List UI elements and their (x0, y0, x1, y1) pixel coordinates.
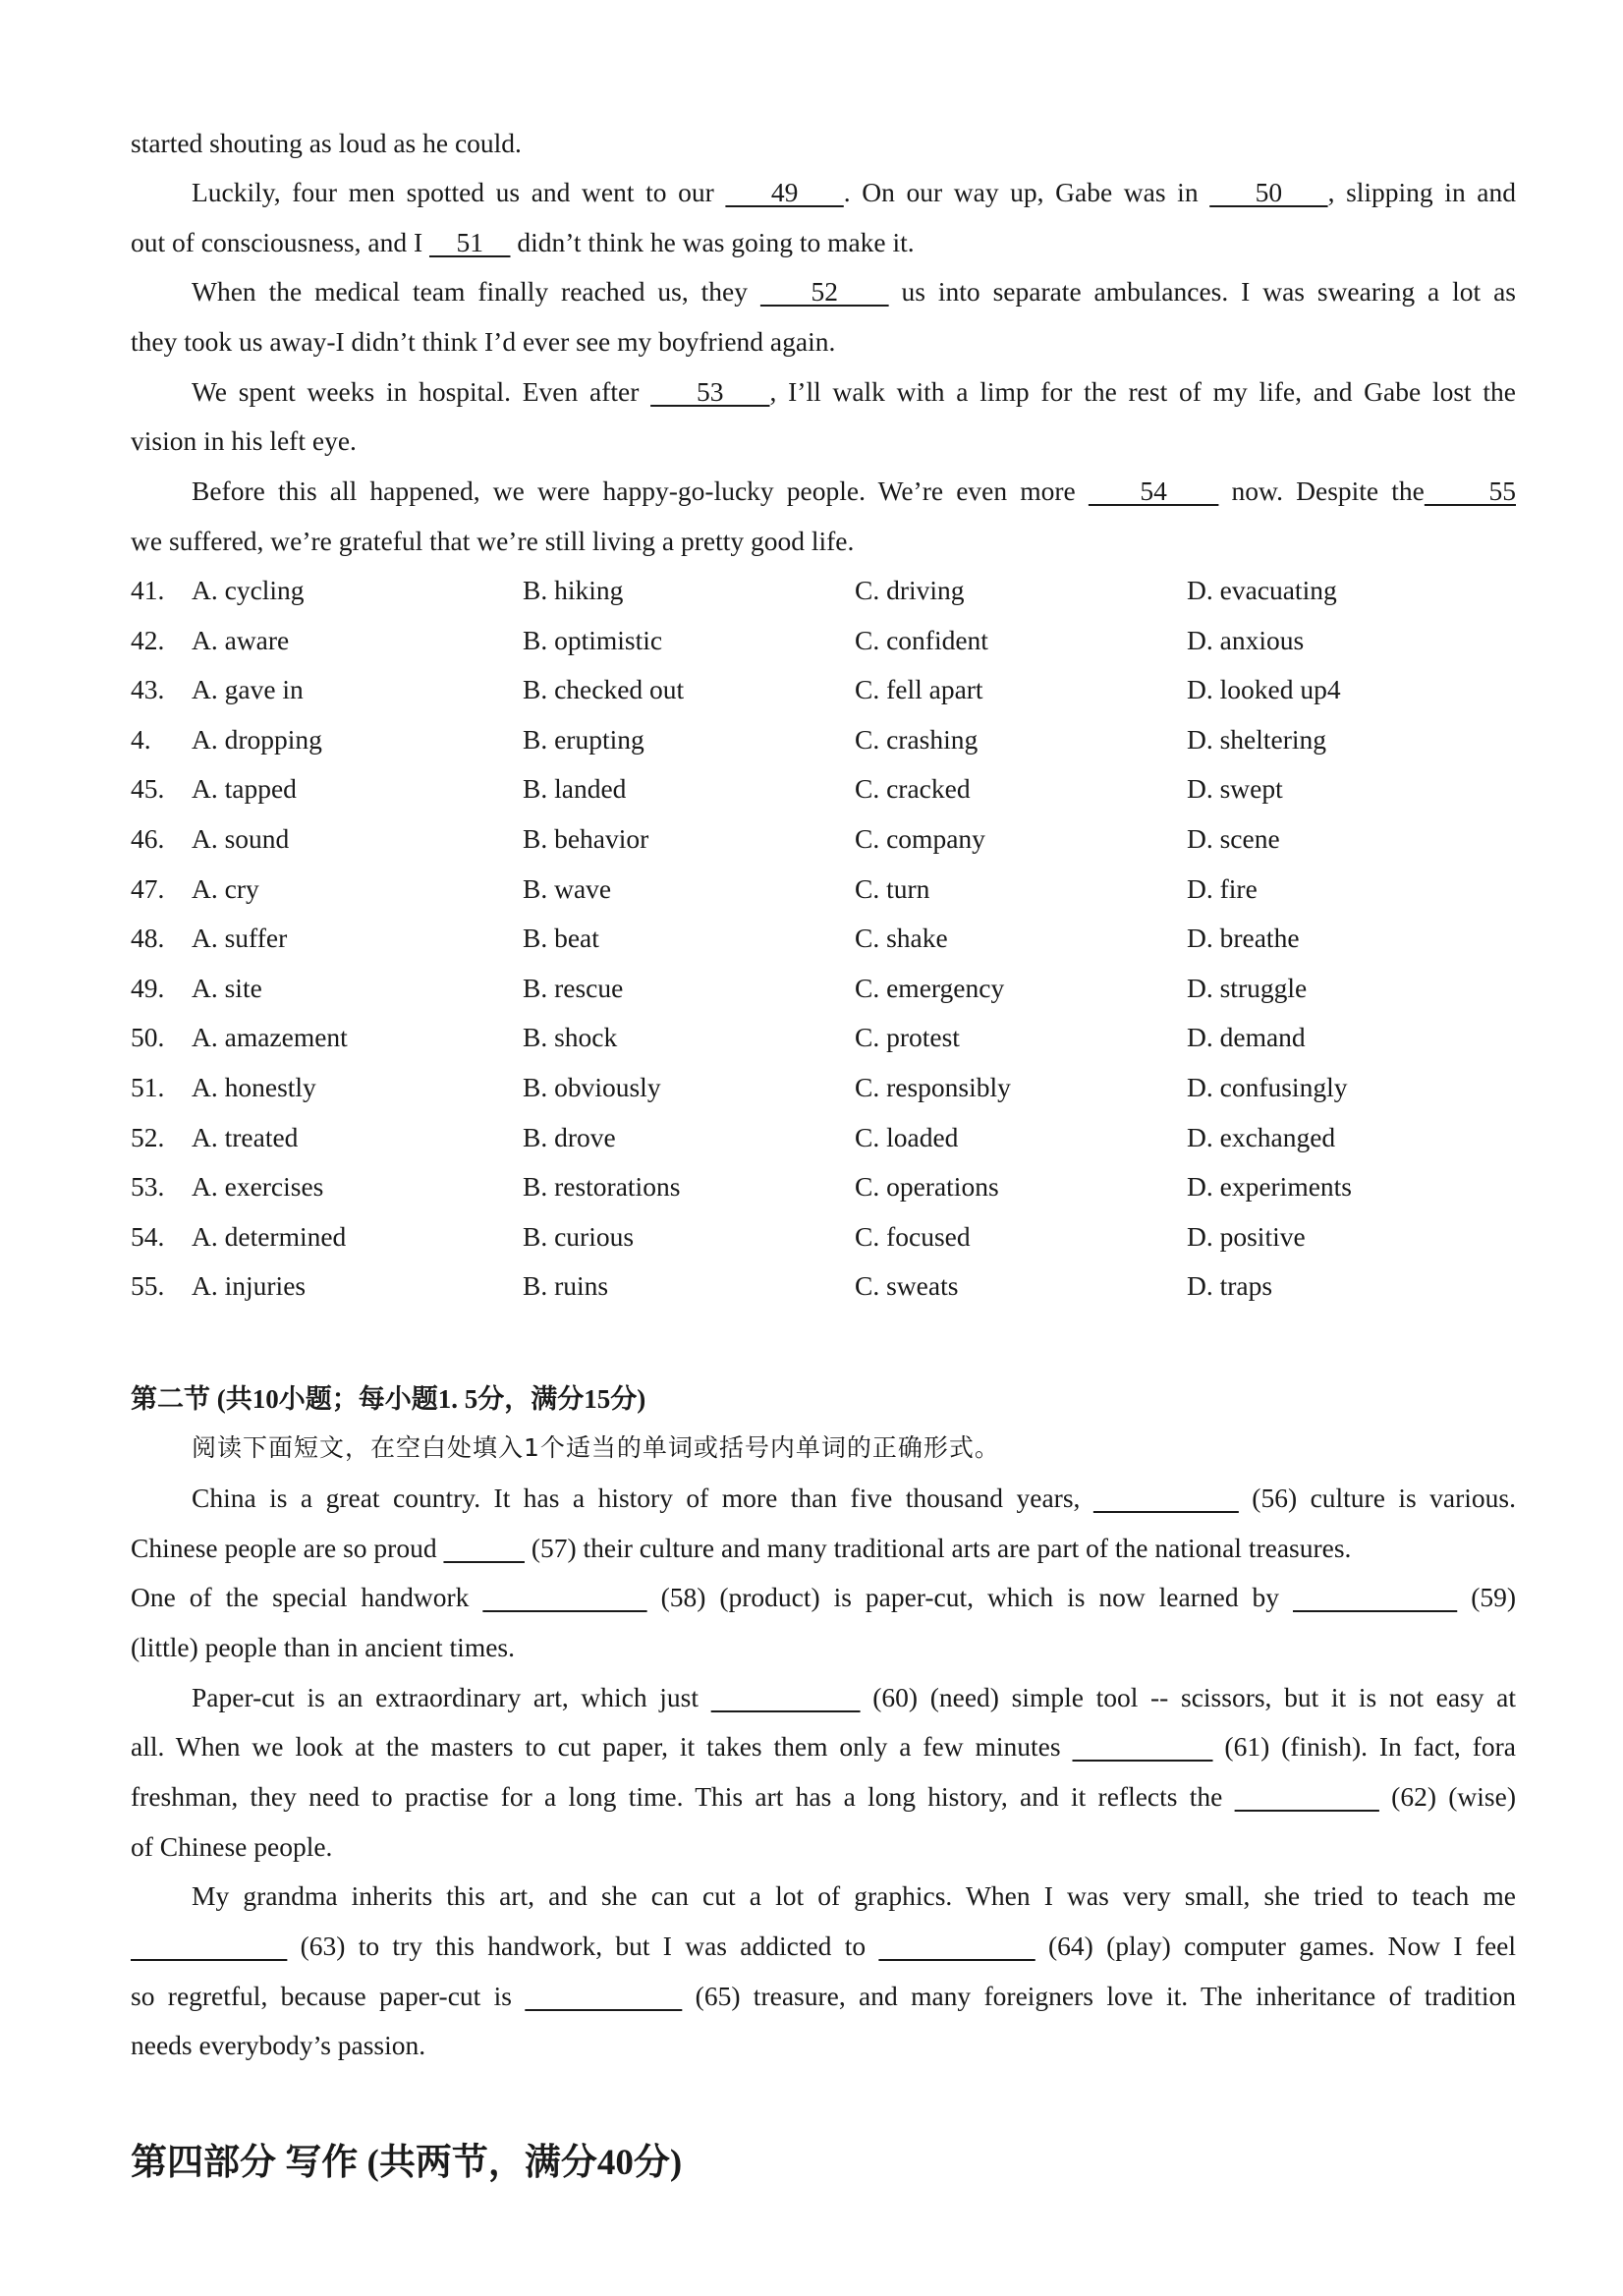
cloze-line (131, 1582, 1516, 1613)
option-c: C. sweats (855, 1270, 959, 1302)
text-segment: . On our way up, Gabe was in (843, 177, 1210, 207)
option-d: D. swept (1187, 773, 1283, 805)
text-segment: now. Despite the (1218, 476, 1425, 506)
cloze-line (131, 1682, 1516, 1713)
cloze-line (131, 1981, 1516, 2012)
answer-blank (443, 1533, 525, 1563)
option-b: B. curious (523, 1220, 635, 1252)
answer-blank (711, 1682, 861, 1712)
option-c: C. company (855, 823, 985, 854)
text-segment: vision in his left eye. (131, 425, 357, 456)
option-d: D. exchanged (1187, 1121, 1336, 1152)
option-d: D. positive (1187, 1220, 1306, 1252)
question-number: 43. (131, 674, 165, 705)
option-b: B. obviously (523, 1072, 661, 1102)
option-c: C. protest (855, 1022, 960, 1053)
text-segment: China is a great country. It has a history of more than five thousand years, (192, 1483, 1093, 1513)
option-a: A. sound (192, 823, 290, 854)
text-segment: all. When we look at the masters to cut paper, it takes them only a few minutes (131, 1731, 1073, 1762)
answer-blank: 53 (650, 376, 770, 407)
option-a: A. exercises (192, 1171, 324, 1203)
text-segment: out of consciousness, and I (131, 227, 429, 257)
option-c: C. fell apart (855, 674, 983, 705)
option-d: D. struggle (1187, 972, 1308, 1003)
option-c: C. responsibly (855, 1072, 1011, 1102)
option-b: B. landed (523, 773, 627, 805)
option-c: C. emergency (855, 972, 1005, 1003)
option-a: A. dropping (192, 723, 322, 755)
text-segment: One of the special handwork (131, 1582, 483, 1612)
text-segment: (64) (play) computer games. Now I feel (1035, 1931, 1517, 1961)
text-segment: freshman, they need to practise for a long time. This art has a long history, and it reflects the (131, 1781, 1235, 1812)
option-a: A. cry (192, 872, 259, 904)
option-a: A. amazement (192, 1022, 348, 1053)
text-segment: Luckily, four men spotted us and went to our (192, 177, 726, 207)
passage-line (131, 376, 1516, 408)
passage-line (131, 425, 1516, 457)
option-a: A. suffer (192, 923, 288, 954)
answer-blank: 52 (759, 276, 889, 307)
option-b: B. rescue (523, 972, 624, 1003)
text-segment: us into separate ambulances. I was swearing a lot as (888, 276, 1517, 307)
option-a: A. gave in (192, 674, 304, 705)
answer-blank: 51 (428, 227, 511, 257)
passage-line (131, 276, 1516, 308)
option-d: D. traps (1187, 1270, 1273, 1302)
text-segment: so regretful, because paper-cut is (131, 1981, 526, 2011)
option-b: B. behavior (523, 823, 649, 854)
option-b: B. hiking (523, 575, 624, 605)
text-segment: of Chinese people. (131, 1831, 333, 1862)
option-c: C. confident (855, 624, 988, 655)
option-c: C. shake (855, 923, 948, 954)
option-b: B. restorations (523, 1171, 681, 1203)
text-segment: (59) (1457, 1582, 1517, 1612)
option-b: B. drove (523, 1121, 616, 1152)
option-a: A. site (192, 972, 262, 1003)
text-segment: My grandma inherits this art, and she can cut a lot of graphics. When I was very small, she tried to teach me (192, 1880, 1516, 1911)
answer-blank (482, 1582, 646, 1612)
text-segment: didn’t think he was going to make it. (510, 227, 915, 257)
text-segment: (57) their culture and many traditional arts are part of the national treasures. (524, 1533, 1352, 1563)
option-d: D. evacuating (1187, 575, 1337, 605)
option-b: B. wave (523, 872, 612, 904)
text-segment: (63) to try this handwork, but I was addicted to (287, 1931, 879, 1961)
answer-blank: 49 (725, 177, 844, 207)
text-segment: Chinese people are so proud (131, 1533, 444, 1563)
answer-blank (1235, 1781, 1379, 1812)
text-segment: We spent weeks in hospital. Even after (192, 376, 651, 407)
option-b: B. erupting (523, 723, 644, 755)
option-a: A. cycling (192, 575, 305, 605)
cloze-line (131, 1731, 1516, 1763)
cloze-line (131, 2030, 1516, 2061)
option-a: A. treated (192, 1121, 299, 1152)
text-segment: Paper-cut is an extraordinary art, which just (192, 1682, 711, 1712)
question-number: 45. (131, 773, 165, 805)
text-segment: (61) (finish). In fact, fora (1212, 1731, 1516, 1762)
option-a: A. injuries (192, 1270, 307, 1302)
option-d: D. experiments (1187, 1171, 1353, 1203)
text-segment: When the medical team finally reached us, they (192, 276, 760, 307)
answer-blank: 54 (1088, 476, 1219, 506)
question-number: 52. (131, 1121, 165, 1152)
text-segment: we suffered, we’re grateful that we’re still living a pretty good life. (131, 526, 855, 556)
option-c: C. turn (855, 872, 930, 904)
passage-line (131, 177, 1516, 208)
cloze-line (131, 1483, 1516, 1514)
passage-line (131, 227, 1516, 258)
option-a: A. determined (192, 1220, 347, 1252)
text-segment: started shouting as loud as he could. (131, 128, 522, 158)
answer-blank (878, 1931, 1035, 1961)
passage-line (131, 476, 1516, 507)
question-number: 50. (131, 1022, 165, 1053)
text-segment: (little) people than in ancient times. (131, 1632, 515, 1662)
option-b: B. optimistic (523, 624, 663, 655)
option-c: C. driving (855, 575, 965, 605)
passage-line (131, 326, 1516, 358)
option-d: D. fire (1187, 872, 1258, 904)
answer-blank: 55 (1424, 476, 1516, 506)
option-c: C. loaded (855, 1121, 959, 1152)
option-d: D. looked up4 (1187, 674, 1341, 705)
question-number: 49. (131, 972, 165, 1003)
option-a: A. aware (192, 624, 290, 655)
option-c: C. focused (855, 1220, 971, 1252)
question-number: 47. (131, 872, 165, 904)
part-heading: 第四部分 写作 (共两节，满分40分) (131, 2143, 683, 2183)
text-segment: they took us away-I didn’t think I’d ever see my boyfriend again. (131, 326, 836, 357)
option-b: B. checked out (523, 674, 685, 705)
option-d: D. confusingly (1187, 1072, 1348, 1102)
option-a: A. tapped (192, 773, 297, 805)
section-instruction: 阅读下面短文，在空白处填入1个适当的单词或括号内单词的正确形式。 (192, 1433, 1000, 1462)
text-segment: (65) treasure, and many foreigners love it. The inheritance of tradition (682, 1981, 1516, 2011)
cloze-line (131, 1880, 1516, 1912)
cloze-line (131, 1831, 1516, 1863)
question-number: 4. (131, 723, 151, 755)
answer-blank (1293, 1582, 1457, 1612)
text-segment: Before this all happened, we were happy-go-lucky people. We’re even more (192, 476, 1089, 506)
text-segment: needs everybody’s passion. (131, 2030, 426, 2060)
text-segment: (58) (product) is paper-cut, which is now learned by (646, 1582, 1293, 1612)
option-b: B. ruins (523, 1270, 609, 1302)
question-number: 46. (131, 823, 165, 854)
cloze-line (131, 1781, 1516, 1813)
option-b: B. beat (523, 923, 599, 954)
option-d: D. demand (1187, 1022, 1306, 1053)
option-c: C. operations (855, 1171, 999, 1203)
answer-blank (1073, 1731, 1213, 1762)
cloze-line (131, 1533, 1516, 1564)
section-heading: 第二节 (共10小题；每小题1. 5分，满分15分) (131, 1384, 646, 1414)
text-segment: , slipping in and (1327, 177, 1517, 207)
passage-line (131, 526, 1516, 557)
option-d: D. sheltering (1187, 723, 1327, 755)
text-segment: (62) (wise) (1378, 1781, 1516, 1812)
option-d: D. scene (1187, 823, 1280, 854)
answer-blank (525, 1981, 682, 2011)
question-number: 48. (131, 923, 165, 954)
question-number: 55. (131, 1270, 165, 1302)
option-c: C. cracked (855, 773, 971, 805)
question-number: 51. (131, 1072, 165, 1102)
option-a: A. honestly (192, 1072, 316, 1102)
text-segment: , I’ll walk with a limp for the rest of my life, and Gabe lost the (769, 376, 1517, 407)
cloze-line (131, 1632, 1516, 1663)
option-d: D. anxious (1187, 624, 1305, 655)
text-segment: (60) (need) simple tool -- scissors, but it is not easy at (860, 1682, 1516, 1712)
question-number: 42. (131, 624, 165, 655)
question-number: 53. (131, 1171, 165, 1203)
passage-line (131, 128, 1516, 159)
answer-blank: 50 (1209, 177, 1328, 207)
question-number: 54. (131, 1220, 165, 1252)
answer-blank (131, 1931, 287, 1961)
option-b: B. shock (523, 1022, 618, 1053)
cloze-line (131, 1931, 1516, 1962)
option-c: C. crashing (855, 723, 979, 755)
text-segment: (56) culture is various. (1238, 1483, 1516, 1513)
option-d: D. breathe (1187, 923, 1300, 954)
question-number: 41. (131, 575, 165, 605)
answer-blank (1093, 1483, 1239, 1513)
